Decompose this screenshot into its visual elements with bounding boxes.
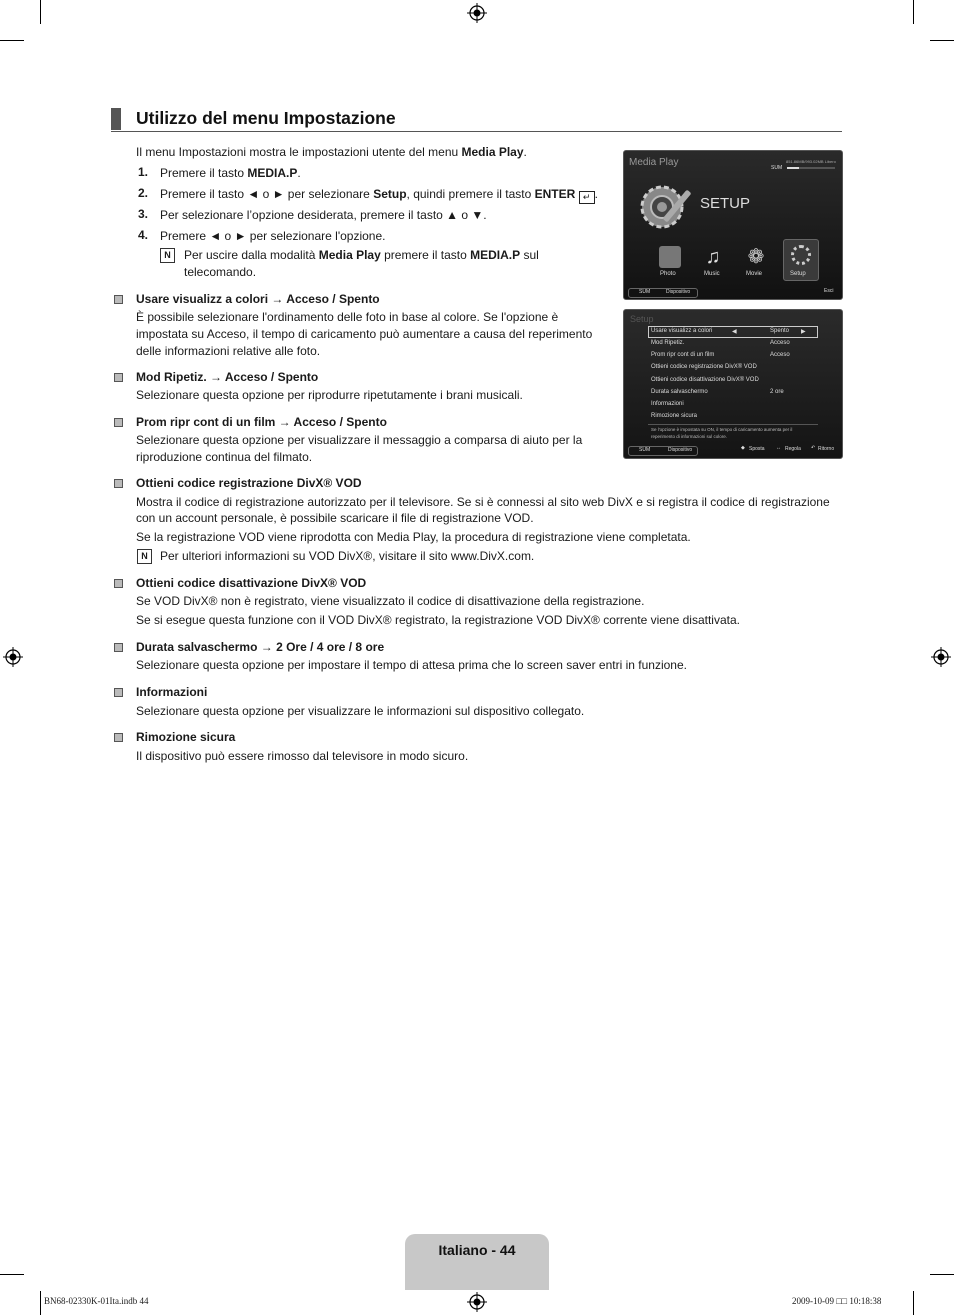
bullet-icon [114, 373, 123, 382]
storage-bar [787, 167, 835, 169]
page-title: Utilizzo del menu Impostazione [136, 108, 396, 128]
crop-mark [40, 1291, 41, 1315]
item-text: Selezionare questa opzione per visualizzare le informazioni sul dispositivo collegato. [136, 704, 585, 718]
help-text: reperimento di informazioni sul colore. [651, 434, 728, 439]
item-text: Se si esegue questa funzione con il VOD DivX® registrato, la registrazione VOD DivX® corrente viene disattivata. [136, 613, 740, 627]
item-note: Per ulteriori informazioni su VOD DivX®, visitare il sito www.DivX.com. [160, 549, 535, 563]
registration-mark-icon [931, 647, 951, 667]
step-number: 1. [138, 165, 149, 179]
crop-mark [913, 0, 914, 24]
step-text: Per selezionare l’opzione desiderata, premere il tasto ▲ o ▼. [160, 208, 487, 222]
intro-text: Il menu Impostazioni mostra le impostazioni utente del menu Media Play. [136, 145, 527, 159]
media-play-screenshot [623, 150, 843, 300]
photo-label: Photo [660, 271, 676, 277]
crop-mark [930, 1274, 954, 1275]
setup-heading: SETUP [700, 195, 751, 212]
crop-mark [930, 40, 954, 41]
left-arrow-icon[interactable]: ◀ [732, 329, 737, 335]
item-text: Selezionare questa opzione per riprodurre ripetutamente i brani musicali. [136, 388, 523, 402]
title-divider [111, 131, 842, 132]
bottom-sum-label: SUM [639, 447, 651, 453]
crop-mark [0, 40, 24, 41]
setup-row-label: Usare visualizz a colori [651, 328, 713, 334]
movie-label: Movie [746, 271, 763, 277]
print-file-info: BN68-02330K-01Ita.indb 44 [44, 1296, 149, 1306]
item-text: Il dispositivo può essere rimosso dal televisore in modo sicuro. [136, 749, 469, 763]
item-text: Se la registrazione VOD viene riprodotta con Media Play, la procedura di registrazione viene completata. [136, 530, 691, 544]
step-number: 4. [138, 228, 149, 242]
bullet-icon [114, 479, 123, 488]
bullet-icon [114, 579, 123, 588]
gear-icon [636, 179, 696, 233]
note-icon [160, 248, 175, 263]
bullet-icon [114, 418, 123, 427]
setup-row-value: Spento [770, 328, 790, 334]
setup-label: Setup [790, 271, 806, 277]
step-number: 3. [138, 207, 149, 221]
item-text: Mostra il codice di registrazione autorizzato per il televisore. Se si è connessi al sito web DivX e si registra il codice di registrazione [136, 495, 830, 509]
bottom-device-label: Dispositivo [666, 289, 691, 295]
title-marker [111, 108, 121, 130]
device-label: SUM [771, 165, 783, 171]
setup-row-label[interactable]: Ottieni codice disattivazione DivX® VOD [651, 377, 759, 383]
step-text: Premere ◄ o ► per selezionare l'opzione. [160, 229, 386, 243]
bottom-device-label: Dispositivo [668, 447, 693, 453]
storage-info: 851.86MB/993.02MB Libero [786, 159, 836, 164]
item-heading: Prom ripr cont di un film → Acceso / Spento [136, 415, 387, 429]
media-play-header: Media Play [629, 157, 679, 168]
setup-row-label[interactable]: Prom ripr cont di un film [651, 352, 715, 358]
gear-icon [791, 245, 811, 265]
enter-icon: ↵ [579, 191, 595, 204]
exit-label[interactable]: Esci [824, 288, 834, 294]
photo-icon[interactable] [659, 246, 681, 268]
music-icon[interactable]: ♫ [705, 246, 721, 268]
adjust-label: Regola [785, 446, 801, 452]
adjust-icon: ↔ [776, 445, 781, 451]
step-note: Per uscire dalla modalità Media Play premere il tasto MEDIA.P sul [184, 248, 539, 262]
bullet-icon [114, 295, 123, 304]
right-arrow-icon[interactable]: ▶ [801, 329, 806, 335]
setup-menu-screenshot [623, 309, 843, 459]
page-number: Italiano - 44 [438, 1242, 516, 1258]
return-label[interactable]: Ritorno [818, 446, 835, 452]
item-text: impostata su Acceso, il tempo di caricamento può aumentare a causa del reperimento [136, 327, 593, 341]
crop-mark [40, 0, 41, 24]
registration-mark-icon [467, 1292, 487, 1312]
bullet-icon [114, 733, 123, 742]
item-text: Selezionare questa opzione per visualizzare il messaggio a comparsa di aiuto per la [136, 433, 583, 447]
help-divider [648, 424, 818, 425]
setup-row-label[interactable]: Mod Ripetiz. [651, 340, 685, 346]
crop-mark [913, 1291, 914, 1315]
item-text: Se VOD DivX® non è registrato, viene visualizzato il codice di disattivazione della registrazione. [136, 594, 645, 608]
return-icon: ↶ [811, 445, 816, 451]
setup-row-label[interactable]: Durata salvaschermo [651, 389, 708, 395]
item-text: con un account personale, è possibile scaricare il file di registrazione VOD. [136, 511, 534, 525]
item-heading: Durata salvaschermo → 2 Ore / 4 ore / 8 ore [136, 640, 385, 654]
step-text: Premere il tasto MEDIA.P. [160, 166, 301, 180]
move-icon: ◆ [741, 445, 745, 451]
item-text: delle informazioni relative alle foto. [136, 344, 321, 358]
movie-icon[interactable]: ❁ [747, 246, 765, 268]
setup-row-label[interactable]: Informazioni [651, 401, 684, 407]
bullet-icon [114, 688, 123, 697]
note-icon [137, 549, 152, 564]
step-number: 2. [138, 186, 149, 200]
item-heading: Ottieni codice registrazione DivX® VOD [136, 476, 362, 490]
bottom-sum-label: SUM [639, 289, 651, 295]
step-note-line2: telecomando. [184, 265, 257, 279]
music-label: Music [704, 271, 720, 277]
registration-mark-icon [467, 3, 487, 23]
setup-row-value: 2 ore [770, 389, 784, 395]
item-heading: Mod Ripetiz. → Acceso / Spento [136, 370, 319, 384]
print-date-info: 2009-10-09 □□ 10:18:38 [792, 1296, 882, 1306]
setup-row-value: Acceso [770, 340, 790, 346]
setup-row-label[interactable]: Ottieni codice registrazione DivX® VOD [651, 364, 757, 370]
bullet-icon [114, 643, 123, 652]
item-heading: Informazioni [136, 685, 208, 699]
item-heading: Rimozione sicura [136, 730, 236, 744]
item-text: riproduzione continua del filmato. [136, 450, 313, 464]
item-text: Selezionare questa opzione per impostare il tempo di attesa prima che lo screen saver entri in funzione. [136, 658, 687, 672]
item-heading: Ottieni codice disattivazione DivX® VOD [136, 576, 367, 590]
step-text: Premere il tasto ◄ o ► per selezionare Setup, quindi premere il tasto ENTER ↵ . [160, 187, 598, 202]
help-text: Se l'opzione è impostata su ON, il tempo di caricamento aumenta per il [651, 427, 793, 432]
setup-header: Setup [630, 314, 654, 324]
move-label: Sposta [749, 446, 765, 452]
setup-row-label[interactable]: Rimozione sicura [651, 413, 698, 419]
item-heading: Usare visualizz a colori → Acceso / Spento [136, 292, 380, 306]
setup-row-value: Acceso [770, 352, 790, 358]
crop-mark [0, 1274, 24, 1275]
item-text: È possibile selezionare l'ordinamento delle foto in base al colore. Se l'opzione è [136, 310, 559, 324]
registration-mark-icon [3, 647, 23, 667]
